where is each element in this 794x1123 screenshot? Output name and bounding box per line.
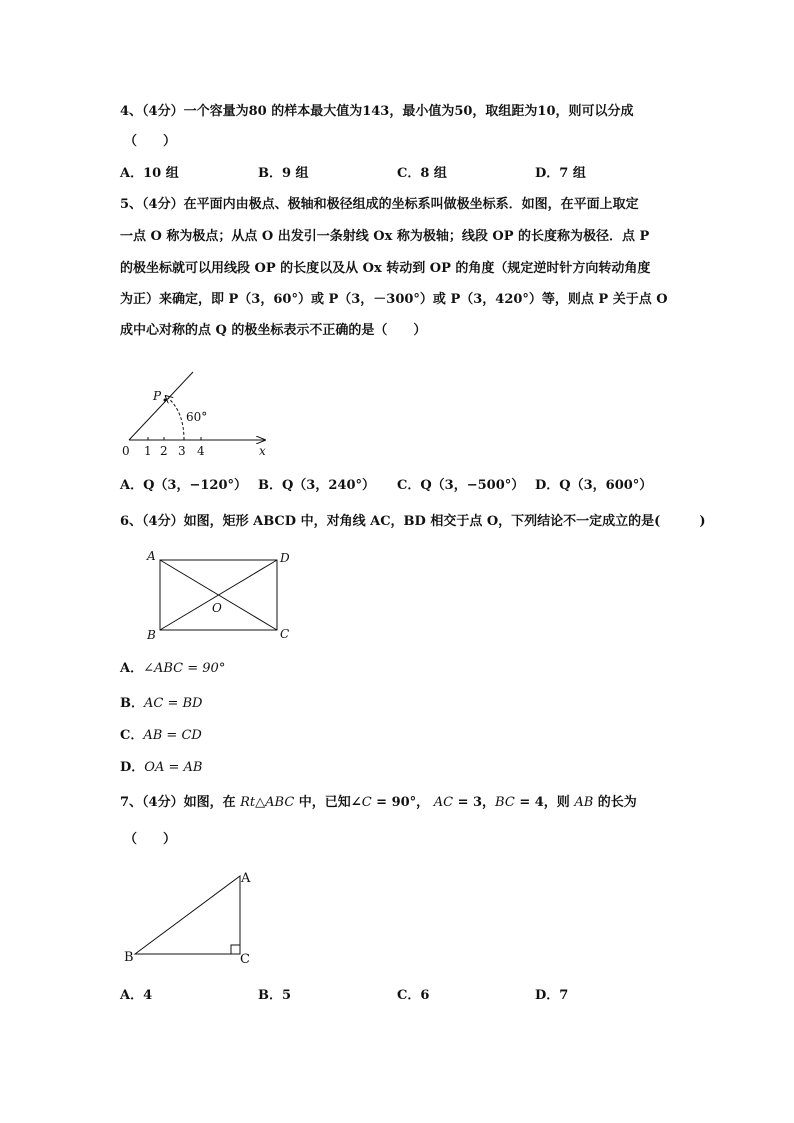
q7-stem-ab: AB [574,795,594,810]
q7-stem-ac: AC [433,795,454,810]
q6-option-b [120,696,202,712]
q6-option-d [120,760,202,776]
point-p [164,399,167,402]
q5-option-d: D．Q（3，600°） [535,478,653,493]
vertex-a-label: A [241,871,251,886]
q7-stem-a: 7、（4分）如图，在 [120,795,241,810]
tick-label-0: 0 [122,444,130,458]
q5-line-4: 为正）来确定，即 P（3，60°）或 P（3，－300°）或 P（3，420°）等，则点 P 关于点 O [120,292,668,307]
q6-option-b-expr: AC = BD [144,696,203,711]
axis-label-x: x [259,444,266,458]
q6-option-a-expr: ∠ABC = 90° [143,661,226,676]
q7-option-d: D．7 [535,988,569,1003]
q7-stem-c: C [361,795,372,810]
vertex-b-label: B [147,628,156,642]
q7-stem-bc: BC [495,795,515,810]
q7-stem-end: 的长为 [593,795,637,810]
q4-option-d: D．7 组 [535,166,586,181]
q7-option-b: B．5 [258,988,292,1003]
q7-stem-bc-val: = 4，则 [514,795,575,810]
q5-line-2: 一点 O 称为极点；从点 O 出发引一条射线 Ox 称为极轴；线段 OP 的长度称为极径．点 P [120,229,650,244]
vertex-b-label: B [124,950,134,965]
tick-label-1: 1 [144,444,152,458]
q5-line-3: 的极坐标就可以用线段 OP 的长度以及从 Ox 转动到 OP 的角度（规定逆时针方向转动角度 [120,261,651,276]
point-p-label: P [153,389,162,403]
q4-stem: 4、（4分）一个容量为80 的样本最大值为143，最小值为50，取组距为10，则可以分成 [120,104,634,119]
q6-rectangle-figure [140,548,300,648]
angle-label: 60° [186,410,208,424]
q7-option-a: A．4 [120,988,153,1003]
vertex-c-label: C [280,627,290,641]
center-o-label: O [212,601,222,615]
q4-paren: （ ） [124,134,177,149]
tick-label-2: 2 [160,444,168,458]
q6-option-d-letter: D． [120,760,145,775]
angle-arc [168,398,184,440]
q5-line-1: 5、（4分）在平面内由极点、极轴和极径组成的坐标系叫做极坐标系．如图，在平面上取定 [120,197,639,212]
q7-stem-c-val: = 90°， [371,795,434,810]
q5-polar-figure [115,378,275,463]
tick-label-4: 4 [197,444,205,458]
q6-option-a-letter: A． [120,661,144,676]
tick-label-3: 3 [178,444,186,458]
triangle-abc [135,876,240,954]
q7-option-c: C．6 [397,988,430,1003]
q5-option-c: C．Q（3，−500°） [397,478,525,493]
q6-option-c-expr: AB = CD [143,728,202,743]
vertex-a-label: A [147,549,156,563]
vertex-d-label: D [280,551,290,565]
q6-stem: 6、（4分）如图，矩形 ABCD 中，对角线 AC，BD 相交于点 O，下列结论不一定成立的是( ) [120,514,706,529]
q7-stem-rt: Rt△ABC [240,795,295,810]
q6-option-b-letter: B． [120,696,144,711]
q4-option-c: C．8 组 [397,166,447,181]
vertex-c-label: C [240,952,250,967]
q6-option-c-letter: C． [120,728,144,743]
q4-option-b: B．9 组 [258,166,309,181]
q7-paren: （ ） [124,832,177,847]
q7-triangle-figure [118,864,268,974]
right-angle-mark [231,945,240,954]
q7-stem [120,795,637,811]
q7-stem-b: 中，已知∠ [294,795,362,810]
q7-stem-ac-val: = 3， [453,795,496,810]
q4-option-a: A．10 组 [120,166,179,181]
q6-option-a [120,661,225,677]
q6-option-c [120,728,202,744]
q5-option-a: A．Q（3，−120°） [120,478,247,493]
q5-line-5: 成中心对称的点 Q 的极坐标表示不正确的是（ ） [120,323,427,338]
q6-option-d-expr: OA = AB [144,760,203,775]
q5-option-b: B．Q（3，240°） [258,478,375,493]
